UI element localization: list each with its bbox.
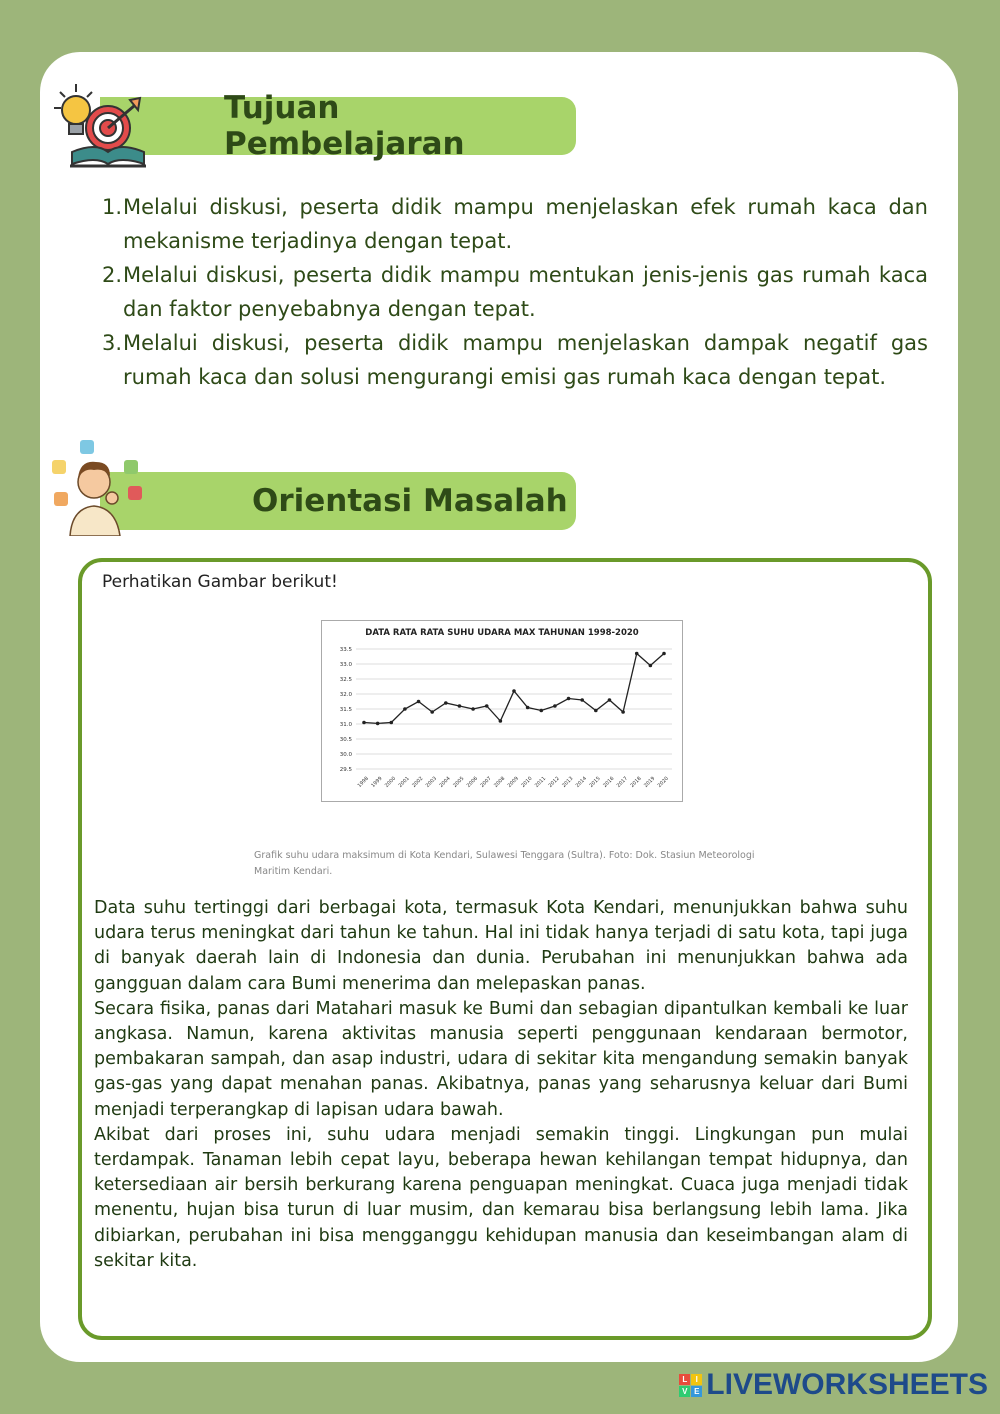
x-tick-label: 2014 [574,775,589,789]
x-tick-label: 2010 [520,775,534,789]
objectives-banner [100,90,576,162]
data-point [499,719,503,723]
x-tick-label: 2007 [479,775,493,789]
x-tick-label: 2017 [615,775,630,789]
data-point [649,664,653,668]
x-tick-label: 2009 [506,775,520,789]
worksheet-card [40,52,958,1362]
objective-number: 2. [102,263,123,287]
y-tick-label: 33.0 [339,662,352,668]
x-tick-label: 2003 [424,775,439,789]
data-point [662,652,666,656]
x-tick-label: 2011 [533,775,548,789]
y-tick-label: 32.5 [339,677,352,683]
watermark-text: LIVEWORKSHEETS [706,1368,988,1401]
data-point [417,700,421,704]
data-point [471,707,475,711]
problem-box [78,558,932,1340]
x-tick-label: 2002 [411,775,425,789]
x-tick-label: 1999 [370,775,384,789]
x-tick-label: 2020 [656,775,670,789]
x-tick-label: 2008 [493,775,507,789]
data-point [512,689,516,693]
objective-text: Melalui diskusi, peserta didik mampu menjelaskan efek rumah kaca dan mekanisme terjadinya dengan tepat. [123,195,928,253]
x-tick-label: 2001 [397,775,411,789]
x-tick-label: 2019 [643,775,657,789]
objectives-list [102,190,928,394]
paragraph: Secara fisika, panas dari Matahari masuk ke Bumi dan sebagian dipantulkan kembali ke luar angkasa. Namun, karena aktivitas manusia seperti penggunaan kendaraan bermotor, pembakaran sampah, dan asap industri, udara di sekitar kita mengandung semakin banyak gas-gas yang dapat menahan panas. Akibatnya, panas yang seharusnya keluar dari Bumi menjadi terperangkap di lapisan udara bawah. [94,998,908,1120]
problem-body [94,896,908,1274]
temperature-chart [321,620,683,802]
data-point [580,698,584,702]
chart-svg [322,621,682,801]
data-point [608,698,612,702]
data-point [635,652,639,656]
liveworksheets-logo-icon [679,1374,702,1397]
data-point [567,697,571,701]
data-point [403,707,407,711]
data-point [553,704,557,708]
data-point [539,709,543,713]
objective-number: 1. [102,195,123,219]
paragraph: Data suhu tertinggi dari berbagai kota, termasuk Kota Kendari, menunjukkan bahwa suhu udara terus meningkat dari tahun ke tahun. Hal ini tidak hanya terjadi di satu kota, tapi juga di banyak daerah lain di Indonesia dan dunia. Perubahan ini menunjukkan bahwa ada gangguan dalam cara Bumi menerima dan melepaskan panas. [94,898,908,994]
data-point [485,704,489,708]
data-point [376,722,380,726]
objectives-title: Tujuan Pembelajaran [224,90,465,162]
chart-caption: Grafik suhu udara maksimum di Kota Kendari, Sulawesi Tenggara (Sultra). Foto: Dok. Stasiun Meteorologi Maritim Kendari. [254,850,755,877]
data-point [430,710,434,714]
instruction-text: Perhatikan Gambar berikut! [102,572,338,592]
x-tick-label: 1998 [356,775,370,789]
orientation-banner [100,472,576,530]
data-point [621,710,625,714]
objective-number: 3. [102,331,123,355]
logo-letter: I [691,1374,702,1385]
chart-title: DATA RATA RATA SUHU UDARA MAX TAHUNAN 1998-2020 [365,628,639,638]
data-point [444,701,448,705]
y-tick-label: 30.5 [339,737,352,743]
data-point [526,706,530,710]
liveworksheets-watermark [679,1368,988,1402]
paragraph: Akibat dari proses ini, suhu udara menjadi semakin tinggi. Lingkungan pun mulai terdampak. Tanaman lebih cepat layu, beberapa hewan kehilangan tempat hidupnya, dan ketersediaan air bersih berkurang karena penguapan meningkat. Cuaca juga menjadi tidak menentu, hujan bisa turun di luar musim, dan kemarau bisa berlangsung lebih lama. Jika dibiarkan, perubahan ini bisa mengganggu kehidupan manusia dan keseimbangan alam di sekitar kita. [94,1124,908,1271]
objective-item [102,258,928,326]
x-tick-label: 2006 [465,775,480,789]
objective-item [102,326,928,394]
y-tick-label: 31.0 [339,722,352,728]
objective-text: Melalui diskusi, peserta didik mampu mentukan jenis-jenis gas rumah kaca dan faktor penyebabnya dengan tepat. [123,263,928,321]
x-tick-label: 2016 [602,775,616,789]
y-tick-label: 29.5 [339,767,352,773]
x-tick-label: 2018 [629,775,643,789]
objective-text: Melalui diskusi, peserta didik mampu menjelaskan dampak negatif gas rumah kaca dan solusi mengurangi emisi gas rumah kaca dengan tepat. [123,331,928,389]
data-point [362,721,366,725]
x-tick-label: 2013 [561,775,575,789]
logo-letter: E [691,1386,702,1397]
orientation-title: Orientasi Masalah [252,483,568,519]
data-point [458,704,462,708]
y-tick-label: 32.0 [339,692,352,698]
y-tick-label: 31.5 [339,707,352,713]
x-tick-label: 2000 [383,775,398,789]
x-tick-label: 2005 [452,775,466,789]
lightbulb-target-icon [52,80,148,170]
y-tick-label: 33.5 [339,647,352,653]
y-tick-label: 30.0 [339,752,352,758]
thinking-person-puzzle-icon [50,436,146,536]
logo-letter: L [679,1374,690,1385]
x-tick-label: 2004 [438,775,452,789]
x-tick-label: 2012 [547,775,561,789]
x-tick-label: 2015 [588,775,602,789]
data-point [594,709,598,713]
data-point [389,721,393,725]
objective-item [102,190,928,258]
logo-letter: V [679,1386,690,1397]
